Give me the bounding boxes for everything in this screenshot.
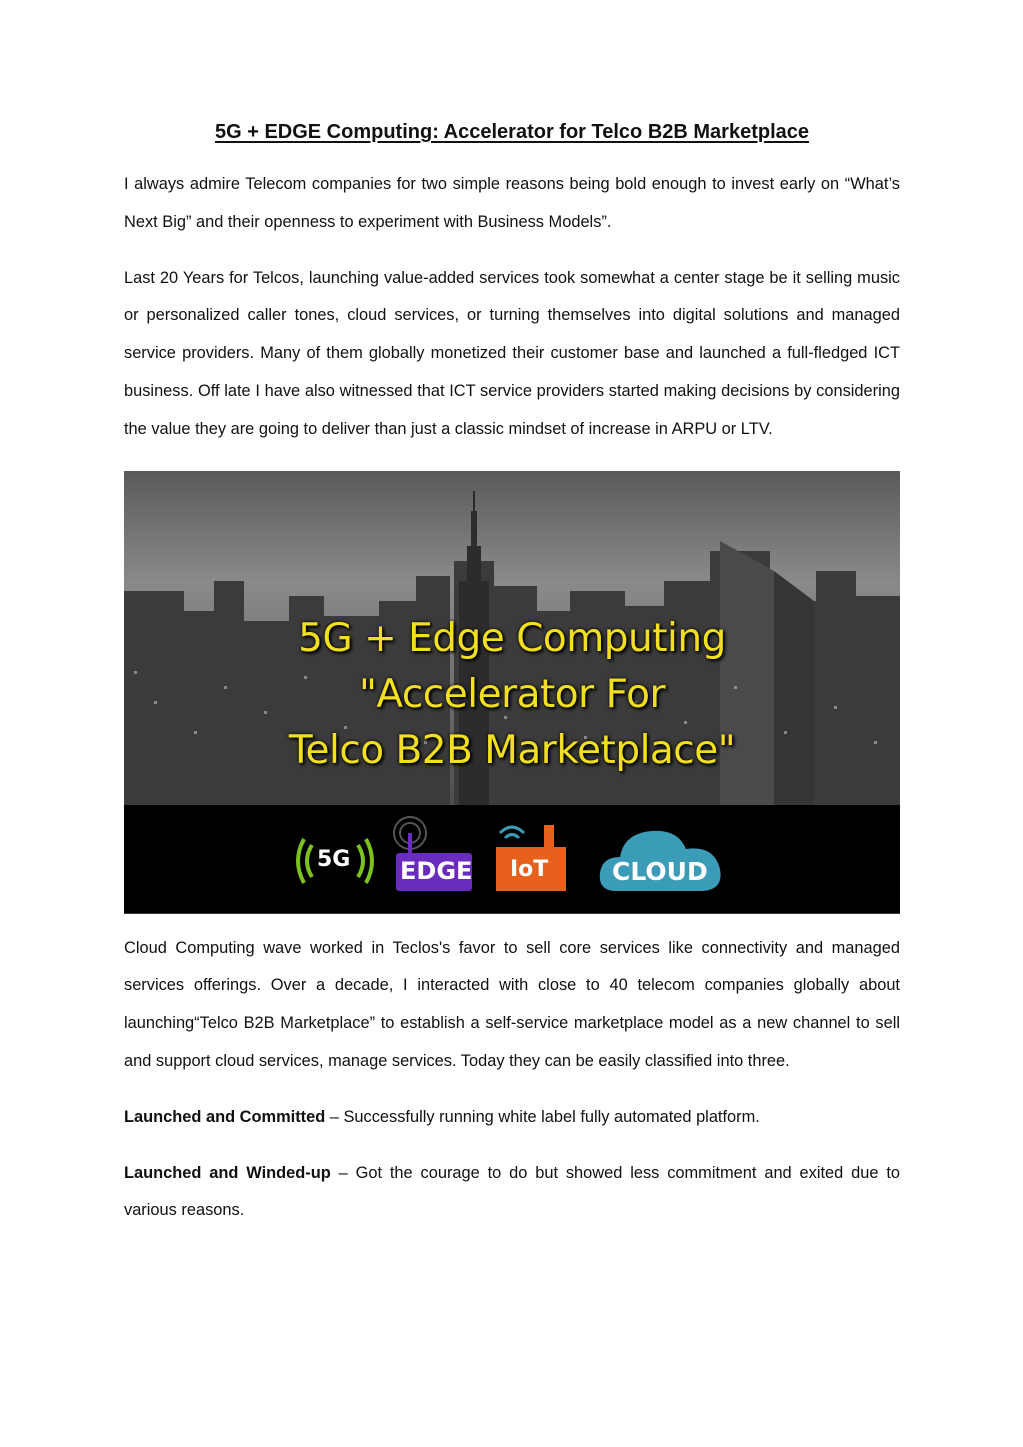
paragraph-telco-history: Last 20 Years for Telcos, launching value-added services took somewhat a center stage be it selling music or personalized caller tones, cloud services, or turning themselves into digital solutions and managed service providers. Many of them globally monetized their customer base and launched a full-fledged ICT business. Off late I have also witnessed that ICT service providers started making decisions by considering the value they are going to deliver than just a classic mindset of increase in ARPU or LTV. [124,268,900,438]
hero-headline [124,611,900,779]
badge-edge: EDGE [392,811,474,897]
item-text: – Successfully running white label fully automated platform. [325,1107,760,1126]
item-text: – Got the courage to do but showed less commitment and exited due to various reasons. [124,1163,900,1220]
list-item-launched-winded-up [124,1155,900,1231]
badge-cloud: CLOUD [596,817,726,897]
list-item-launched-committed [124,1099,900,1137]
hero-image [124,471,900,914]
document-title: 5G + EDGE Computing: Accelerator for Telco B2B Marketplace [214,121,810,143]
hero-line-3: Telco B2B Marketplace" [288,727,736,773]
technology-badges [124,805,900,913]
item-label: Launched and Winded-up [124,1163,331,1182]
badge-iot: IoT [490,819,570,893]
paragraph-cloud-wave: Cloud Computing wave worked in Teclos's favor to sell core services like connectivity and managed services offerings. Over a decade, I interacted with close to 40 telecom companies globally about launching“Telco B2B Marketplace” to establish a self-service marketplace model as a new channel to sell and support cloud services, manage services. Today they can be easily classified into three. [124,938,900,1070]
hero-line-2: "Accelerator For [358,671,666,717]
document-page [124,118,900,1248]
item-label: Launched and Committed [124,1107,326,1126]
hero-line-1: 5G + Edge Computing [298,615,726,661]
paragraph-intro: I always admire Telecom companies for two simple reasons being bold enough to invest early on “What’s Next Big” and their openness to experiment with Business Models”. [124,175,900,231]
badge-5g: 5G [290,833,380,889]
